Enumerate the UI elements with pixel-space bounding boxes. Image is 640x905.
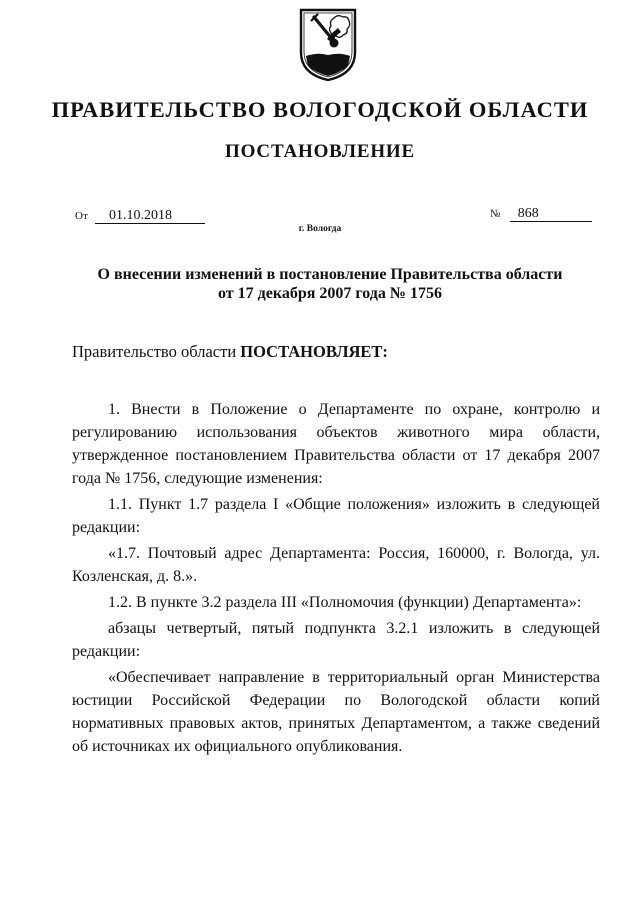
government-title: ПРАВИТЕЛЬСТВО ВОЛОГОДСКОЙ ОБЛАСТИ (51, 97, 589, 122)
document-type: ПОСТАНОВЛЕНИЕ (225, 141, 415, 162)
resolution-lead: Правительство области (72, 342, 237, 361)
coat-of-arms-emblem (298, 6, 358, 82)
paragraph: «1.7. Почтовый адрес Департамента: Россия, 160000, г. Вологда, ул. Козленская, д. 8.». (72, 545, 600, 585)
number-value: 868 (510, 206, 592, 222)
city-label: г. Вологда (298, 224, 342, 234)
document-subject (0, 265, 640, 303)
paragraph: 1.1. Пункт 1.7 раздела I «Общие положения» изложить в следующей редакции: (72, 496, 600, 536)
document-body (72, 398, 600, 758)
date-value: 01.10.2018 (95, 208, 205, 224)
subject-line-2: от 17 декабря 2007 года № 1756 (218, 285, 442, 302)
coat-of-arms-icon (298, 6, 358, 82)
paragraph: 1. Внести в Положение о Департаменте по охране, контролю и регулированию использования объектов животного мира области, утвержденное постановлением Правительства области от 17 декабря 2007 года № 1756, следующие изменения: (72, 401, 600, 487)
number-field (490, 205, 592, 222)
number-prefix: № (490, 208, 501, 220)
paragraph: абзацы четвертый, пятый подпункта 3.2.1 изложить в следующей редакции: (72, 620, 600, 660)
resolution-keyword: ПОСТАНОВЛЯЕТ: (240, 342, 388, 361)
date-field (75, 207, 205, 224)
resolution-statement (72, 342, 388, 362)
paragraph: 1.2. В пункте 3.2 раздела III «Полномочия (функции) Департамента»: (108, 594, 582, 611)
paragraph: «Обеспечивает направление в территориальный орган Министерства юстиции Российской Федерации по Вологодской области копий нормативных правовых актов, принятых Департаментом, а также сведений об источниках их официального опубликования. (72, 669, 600, 755)
date-prefix: От (75, 210, 88, 222)
subject-line-1: О внесении изменений в постановление Правительства области (97, 266, 563, 283)
